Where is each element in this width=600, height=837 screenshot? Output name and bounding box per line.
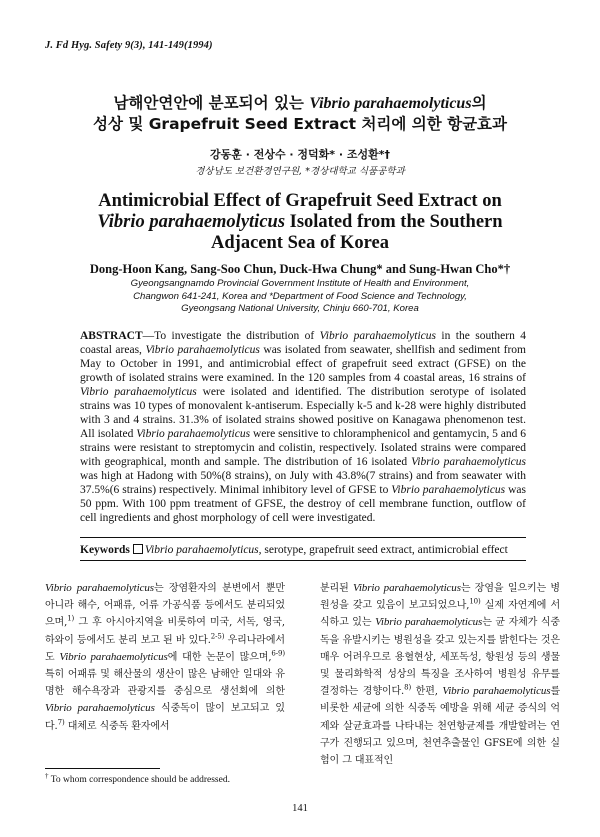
keywords-bottom-rule: [80, 560, 526, 561]
citation-ref: 2-5): [210, 632, 225, 641]
body-text: 는 장염환자의 분변에서 뿐만 아니라 해수, 어패류, 어류 가공식품 등에서도 분리되었으며,: [45, 583, 285, 629]
citation-ref: 7): [57, 718, 65, 727]
body-text: 는 균 자체가 식중독을 유발시키는 병원성을 갖고 있는지를 밝힌다는 것은 매우 어려우므로 용혈현상, 세포독성, 항원성 등의 생물 및 물리화학적 성상의 특징을 조사하여 병원성 유무를 결정하는 경향이다.: [320, 617, 560, 698]
body-species: Vibrio parahaemolyticus: [353, 582, 461, 594]
abstract-text: To investigate the distribution of: [154, 330, 320, 342]
body-text: 식중독이 많이 보고되고 있다.: [45, 703, 285, 732]
body-species: Vibrio parahaemolyticus: [45, 582, 154, 594]
body-text: 그 후 아시아지역을 비롯하여 미국, 서독, 영국, 하와이 등에서도 분리 보고 된 바 있다.: [45, 617, 285, 646]
footnote-rule: [45, 768, 160, 769]
body-text: 분리된: [320, 583, 354, 594]
abstract-text: were sensitive to chloramphenicol and gentamycin, 5 and 6 strains were resistant to streptomycin and colistin, respectively. Isolated strains were compared with geographical, month and sample. The distribution of 16 isolated: [80, 428, 527, 468]
keywords-label: Keywords: [80, 544, 130, 556]
korean-title-line1: [0, 93, 600, 114]
english-title-line3: Adjacent Sea of Korea: [211, 233, 389, 253]
footnote: [45, 772, 230, 785]
abstract-text: was 50 ppm. With 100 ppm treatment of GFSE, the destroy of cell membrane function, outflow of cell ingredients and ghost morphology of cell were investigated.: [80, 484, 526, 524]
english-authors: Dong-Hoon Kang, Sang-Soo Chun, Duck-Hwa Chung* and Sung-Hwan Cho*†: [89, 262, 511, 276]
checkbox-icon: [133, 544, 143, 554]
abstract: [80, 329, 526, 525]
abstract-species: Vibrio parahaemolyticus: [145, 344, 260, 356]
body-text: 를 비롯한 세균에 의한 식중독 예방을 위해 세균 증식의 억제와 살균효과를 나타내는 천연항균제를 개발할려는 연구가 진행되고 있으며, 천연추출물인 GFSE에 의한 실험이 그 대표적인: [320, 686, 561, 767]
keywords: [80, 543, 540, 557]
english-title-line2-rest: Isolated from the Southern: [285, 212, 503, 232]
abstract-text: in the southern 4 coastal areas,: [80, 330, 526, 356]
body-text: 우리나라에서도: [45, 634, 285, 663]
korean-title-line2: 성상 및 Grapefruit Seed Extract 처리에 의한 항균효과: [92, 115, 507, 133]
korean-title-text: 남해안연안에 분포되어 있는: [113, 94, 310, 112]
body-text: 는 장염을 일으키는 병원성을 갖고 있음이 보고되었으나,: [320, 583, 560, 612]
korean-title-particle: 의: [471, 94, 487, 112]
abstract-label: ABSTRACT: [80, 330, 143, 342]
english-affiliation: [0, 278, 600, 316]
abstract-text: was high at Hadong with 50%(8 strains), on July with 43.8%(7 strains) and from seawater with 37.5%(6 strains) respectively. Minimal inhibitory level of GFSE to: [80, 470, 526, 496]
body-species: Vibrio parahaemolyticus: [375, 616, 483, 629]
body-text: 대체로 식중독 환자에서: [64, 720, 170, 732]
footnote-text: To whom correspondence should be addressed.: [48, 775, 230, 786]
body-species: Vibrio parahaemolyticus: [442, 685, 551, 698]
abstract-species: Vibrio parahaemolyticus: [80, 386, 197, 398]
korean-affiliation: 경상남도 보건환경연구원, *경상대학교 식품공학과: [195, 166, 405, 177]
keywords-top-rule: [80, 537, 526, 538]
abstract-species: Vibrio parahaemolyticus: [136, 428, 251, 440]
abstract-species: Vibrio parahaemolyticus: [391, 484, 506, 496]
body-text: 실제 자연계에 서식하고 있는: [320, 600, 560, 629]
english-title: [0, 191, 600, 254]
citation-ref: 6-9): [271, 649, 286, 658]
keywords-species: Vibrio parahaemolyticus,: [144, 544, 262, 556]
body-species: Vibrio parahaemolyticus: [45, 702, 155, 715]
body-text: 한편,: [411, 686, 443, 698]
english-affiliation-line3: Gyeongsang National University, Chinju 660-701, Korea: [181, 303, 419, 315]
citation-ref: 10): [469, 597, 481, 606]
english-title-line1: Antimicrobial Effect of Grapefruit Seed Extract on: [98, 191, 502, 211]
english-affiliation-line1: Gyeongsangnamdo Provincial Government Institute of Health and Environment,: [130, 278, 470, 289]
body-species: Vibrio parahaemolyticus: [59, 650, 168, 663]
korean-title-species: Vibrio parahaemolyticus: [309, 95, 472, 112]
abstract-species: Vibrio parahaemolyticus: [319, 330, 436, 342]
english-title-line2: [0, 212, 600, 233]
korean-title: [0, 93, 600, 135]
page-number: 141: [292, 803, 308, 814]
korean-authors: 강동훈 · 전상수 · 정덕화* · 조성환*†: [209, 148, 391, 161]
abstract-text: was isolated from seawater, shellfish and sediment from May to October in 1991, and antimicrobial effect of grapefruit seed extract (GFSE) on the growth of isolated strains were examined. In the 120 samples from 4 coastal areas, 16 strains of: [80, 344, 527, 384]
journal-citation: J. Fd Hyg. Safety 9(3), 141-149(1994): [45, 40, 213, 51]
body-column-left: [45, 580, 285, 735]
citation-ref: 1): [67, 615, 75, 624]
abstract-species: Vibrio parahaemolyticus: [411, 456, 526, 468]
citation-ref: 8): [404, 683, 412, 692]
keywords-text: serotype, grapefruit seed extract, antimicrobial effect: [261, 544, 508, 556]
abstract-text: were isolated and identified. The distribution serotype of isolated strains was 10 types of monovalent k-antiserum. Especially k-5 and k-28 were highly distributed with 3 and 4 strains. 31.3% of isolated strains showed positive on Kanagawa phenomenon test. All isolated: [80, 386, 526, 440]
abstract-dash: —: [142, 330, 155, 342]
english-affiliation-line2: Changwon 641-241, Korea and *Department of Food Science and Technology,: [133, 290, 467, 302]
body-text: 특히 어패류 및 해산물의 생산이 많은 남해안 일대와 유명한 해수욕장과 관광지를 중심으로 생선회에 의한: [45, 669, 285, 698]
footnote-mark: †: [45, 772, 49, 780]
body-text: 에 대한 논문이 많으며,: [167, 651, 272, 663]
body-column-right: [320, 580, 560, 769]
english-title-species: Vibrio parahaemolyticus: [97, 212, 286, 232]
